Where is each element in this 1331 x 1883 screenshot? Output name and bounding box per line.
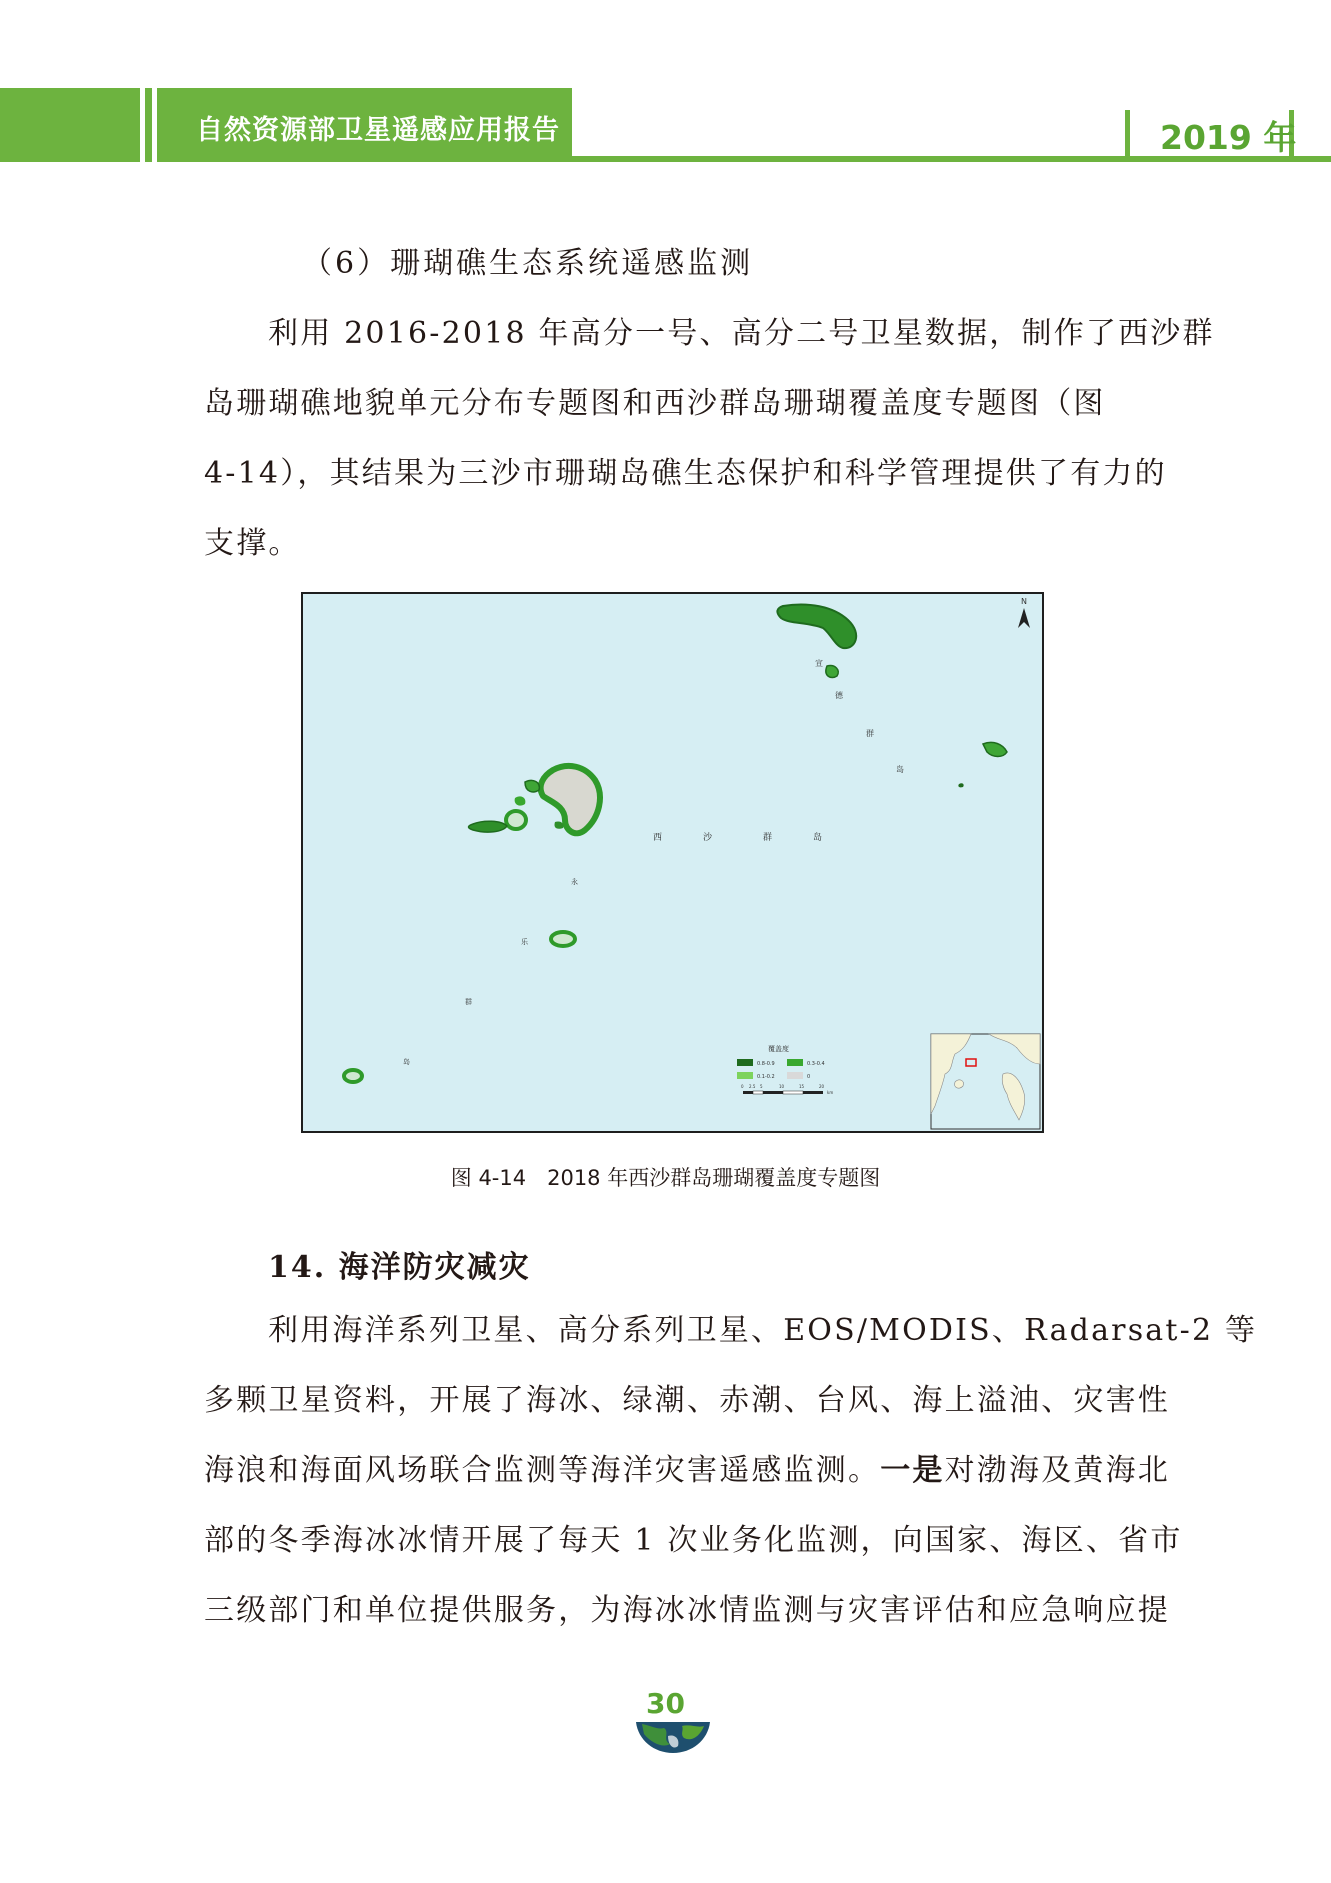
- svg-text:2.5: 2.5: [749, 1084, 756, 1089]
- island-reef: [958, 783, 963, 787]
- figure-caption: 图 4-14 2018 年西沙群岛珊瑚覆盖度专题图: [450, 1166, 881, 1190]
- svg-text:20: 20: [819, 1084, 825, 1089]
- place-label: 岛: [896, 765, 904, 774]
- place-label: 群: [465, 998, 472, 1006]
- island-reef: [506, 811, 526, 829]
- svg-text:0: 0: [741, 1084, 744, 1089]
- place-label: 西: [653, 833, 663, 843]
- svg-text:5: 5: [760, 1084, 763, 1089]
- island-reef: [983, 742, 1007, 756]
- header-divider: [140, 88, 145, 162]
- legend-label: 0.3-0.4: [807, 1061, 825, 1067]
- legend-title: 覆盖度: [768, 1045, 789, 1053]
- island-reef: [541, 766, 600, 833]
- subheading: （6）珊瑚礁生态系统遥感监测: [302, 246, 754, 281]
- island-reef: [525, 780, 539, 792]
- island-reef: [777, 605, 856, 649]
- place-label: 岛: [813, 833, 823, 843]
- paragraph-line: 支撑。: [204, 526, 301, 561]
- legend-swatch: [737, 1072, 753, 1079]
- map-legend: [731, 1030, 833, 1095]
- locator-inset-map: [931, 1034, 1040, 1129]
- paragraph-line: 岛珊瑚礁地貌单元分布专题图和西沙群岛珊瑚覆盖度专题图（图: [204, 386, 1106, 421]
- place-label: 群: [763, 833, 773, 843]
- paragraph-line: 多颗卫星资料，开展了海冰、绿潮、赤潮、台风、海上溢油、灾害性: [204, 1383, 1170, 1418]
- paragraph-line: 利用海洋系列卫星、高分系列卫星、EOS/MODIS、Radarsat-2 等: [268, 1313, 1258, 1348]
- globe-icon: [634, 1722, 712, 1754]
- legend-label: 0.8-0.9: [757, 1061, 775, 1067]
- place-label: 群: [866, 729, 874, 738]
- paragraph-line: 4-14），其结果为三沙市珊瑚岛礁生态保护和科学管理提供了有力的: [204, 456, 1167, 491]
- svg-text:10: 10: [779, 1084, 785, 1089]
- place-label: 乐: [521, 938, 528, 946]
- page-number: 30: [646, 1687, 685, 1720]
- place-label: 永: [571, 878, 578, 886]
- island-reef: [551, 932, 575, 946]
- island-reef: [469, 821, 508, 832]
- island-reef: [344, 1070, 362, 1082]
- coral-coverage-map: [301, 592, 1044, 1133]
- place-label: 岛: [403, 1058, 410, 1066]
- legend-swatch: [787, 1072, 803, 1079]
- svg-text:km: km: [827, 1090, 834, 1095]
- place-label: 沙: [703, 833, 713, 843]
- svg-text:15: 15: [799, 1084, 805, 1089]
- header-divider: [152, 88, 157, 162]
- place-label: 宣: [815, 659, 823, 668]
- year-marker-left: [1125, 110, 1130, 162]
- legend-label: 0: [807, 1074, 811, 1080]
- paragraph-line: 部的冬季海冰冰情开展了每天 1 次业务化监测，向国家、海区、省市: [204, 1523, 1183, 1558]
- emphasis-keyword: 一是: [880, 1453, 945, 1488]
- scale-bar: [741, 1084, 833, 1095]
- north-arrow: [1018, 597, 1030, 628]
- report-year: 2019 年: [1160, 118, 1297, 157]
- report-title: 自然资源部卫星遥感应用报告: [196, 115, 560, 146]
- island-reef: [515, 796, 526, 805]
- legend-label: 0.1-0.2: [757, 1074, 775, 1080]
- legend-swatch: [737, 1059, 753, 1066]
- paragraph-line: 利用 2016-2018 年高分一号、高分二号卫星数据，制作了西沙群: [268, 316, 1215, 351]
- section-title: 14. 海洋防灾减灾: [268, 1250, 531, 1285]
- paragraph-line: 三级部门和单位提供服务，为海冰冰情监测与灾害评估和应急响应提: [204, 1593, 1170, 1628]
- svg-text:N: N: [1021, 597, 1027, 606]
- legend-swatch: [787, 1059, 803, 1066]
- paragraph-line: 海浪和海面风场联合监测等海洋灾害遥感监测。一是对渤海及黄海北: [204, 1453, 1171, 1488]
- island-reef: [826, 666, 838, 678]
- place-label: 德: [835, 691, 843, 700]
